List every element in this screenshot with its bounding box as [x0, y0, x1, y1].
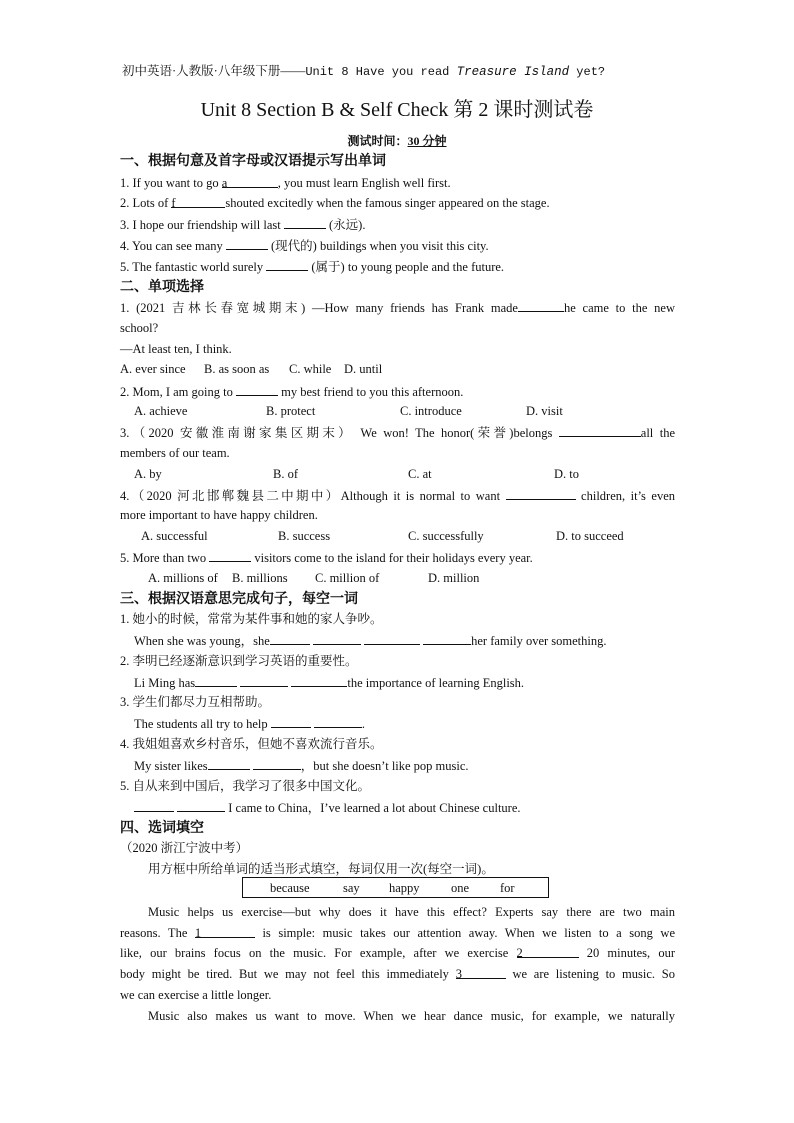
s1-item-4-text-b: (现代的) buildings when you visit this city.	[267, 239, 489, 253]
cloze-blank-1[interactable]	[195, 925, 255, 938]
s2-q4-line2: more important to have happy children.	[120, 508, 318, 522]
s4-para1-line3	[120, 945, 675, 961]
section2-heading: 二、单项选择	[120, 279, 204, 295]
word-box-item-5: for	[500, 881, 515, 895]
s1-item-1-hint: a	[221, 176, 228, 190]
word-box-item-1: because	[270, 881, 310, 895]
s2-q5-option-a[interactable]: A. millions of	[148, 571, 218, 585]
s3-item-3-en-b: .	[361, 717, 366, 731]
page-title: Unit 8 Section B & Self Check 第 2 课时测试卷	[200, 99, 594, 121]
s2-q5-option-b[interactable]: B. millions	[232, 571, 288, 585]
s2-q4-option-a[interactable]: A. successful	[141, 529, 208, 543]
s4-para1-line2	[120, 925, 675, 941]
s3-item-2-blank-1[interactable]	[195, 674, 237, 687]
s2-q4-option-b[interactable]: B. success	[278, 529, 331, 543]
s2-q4-line1	[120, 487, 675, 504]
s1-item-4-blank[interactable]	[226, 237, 268, 250]
s2-q3-option-b[interactable]: B. of	[273, 467, 298, 481]
s1-item-5	[120, 258, 504, 275]
s3-item-4-cn: 4. 我姐姐喜欢乡村音乐，但她不喜欢流行音乐。	[120, 737, 383, 751]
s3-item-1-en-b: her family over something.	[471, 634, 607, 648]
s4-para1-line4	[120, 966, 675, 982]
s2-q4-text-a: 4.（2020 河北邯郸魏县二中期中）Although it is normal to want	[120, 489, 506, 503]
s1-item-4	[120, 237, 489, 254]
cloze-blank-2[interactable]	[517, 945, 579, 958]
s2-q3-line2: members of our team.	[120, 446, 230, 460]
s2-q3-option-a[interactable]: A. by	[134, 467, 162, 481]
s2-q2-text-b: my best friend to you this afternoon.	[277, 385, 464, 399]
s4-instruction: 用方框中所给单词的适当形式填空，每词仅用一次(每空一词)。	[148, 862, 494, 876]
s2-q5-option-d[interactable]: D. million	[428, 571, 480, 585]
s2-q2-option-b[interactable]: B. protect	[266, 404, 316, 418]
s3-item-3-blank-1[interactable]	[271, 715, 311, 728]
s2-q5-text-a: 5. More than two	[120, 551, 210, 565]
header-prefix: 初中英语·人教版·八年级下册——	[122, 64, 306, 78]
header-suffix: yet?	[569, 65, 606, 79]
s2-q5-text-b: visitors come to the island for their holidays every year.	[251, 551, 533, 565]
s3-item-5-en-b: I came to China，I’ve learned a lot about Chinese culture.	[225, 801, 521, 815]
s1-item-1-blank[interactable]	[222, 175, 278, 188]
s3-item-5-blank-1[interactable]	[134, 799, 174, 812]
s4-line3-b: 20 minutes, our	[578, 946, 675, 960]
s4-line4-a: body might be tired. But we may not feel this immediately	[120, 967, 456, 981]
s2-q3-blank[interactable]	[559, 424, 641, 437]
s1-item-3	[120, 216, 365, 233]
course-header	[122, 63, 605, 80]
s2-q2-option-d[interactable]: D. visit	[526, 404, 563, 418]
s1-item-5-text-a: 5. The fantastic world surely	[120, 260, 267, 274]
s1-item-1-text-a: 1. If you want to go	[120, 176, 222, 190]
s2-q1-option-d[interactable]: D. until	[344, 362, 383, 376]
word-box-item-3: happy	[389, 881, 420, 895]
test-time	[0, 133, 794, 149]
s2-q1-option-a[interactable]: A. ever since	[120, 362, 186, 376]
s4-line2-b: is simple: music takes our attention away. When we listen to a song we	[254, 926, 675, 940]
s1-item-2-text-a: 2. Lots of	[120, 196, 172, 210]
word-box	[242, 877, 549, 898]
cloze-blank-3-num: 3	[455, 967, 462, 981]
s3-item-5-cn: 5. 自从来到中国后，我学习了很多中国文化。	[120, 779, 371, 793]
cloze-blank-1-num: 1	[194, 926, 202, 940]
s1-item-3-text-b: (永远).	[325, 218, 366, 232]
s1-item-1	[120, 175, 451, 191]
s3-item-3-en	[134, 715, 365, 732]
s3-item-1-blank-2[interactable]	[313, 632, 361, 645]
s2-q3-option-d[interactable]: D. to	[554, 467, 579, 481]
header-unit: Unit 8 Have you read	[305, 65, 457, 79]
s2-q1-blank[interactable]	[518, 299, 564, 312]
s1-item-2	[120, 195, 550, 211]
s2-q1-text-b: he came to the new	[563, 301, 675, 315]
s3-item-4-blank-1[interactable]	[208, 757, 250, 770]
word-box-item-2: say	[343, 881, 360, 895]
section3-heading: 三、根据汉语意思完成句子，每空一词	[120, 591, 358, 607]
s2-q4-option-d[interactable]: D. to succeed	[556, 529, 624, 543]
cloze-blank-2-num: 2	[516, 946, 523, 960]
s3-item-4-en-a: My sister likes	[134, 759, 208, 773]
section1-heading: 一、根据句意及首字母或汉语提示写出单词	[120, 153, 386, 169]
test-time-label: 测试时间：	[347, 134, 408, 148]
s2-q3-line1	[120, 424, 675, 441]
s2-q5-option-c[interactable]: C. million of	[315, 571, 380, 585]
s2-q5-blank[interactable]	[209, 549, 251, 562]
s2-q4-blank[interactable]	[506, 487, 576, 500]
s3-item-4-en	[134, 757, 469, 774]
s1-item-2-blank[interactable]	[171, 195, 225, 208]
s3-item-5-blank-2[interactable]	[177, 799, 225, 812]
s1-item-5-text-b: (属于) to young people and the future.	[308, 260, 505, 274]
s2-q1-text-a: 1. (2021 吉林长春宽城期末) —How many friends has Frank made	[120, 301, 518, 315]
header-book: Treasure Island	[456, 65, 570, 79]
s2-q1-line1	[120, 299, 675, 316]
s3-item-2-en-b: the importance of learning English.	[347, 676, 525, 690]
s3-item-3-en-a: The students all try to help	[134, 717, 268, 731]
cloze-blank-3[interactable]	[456, 966, 506, 979]
s3-item-1-blank-1[interactable]	[270, 632, 310, 645]
s3-item-1-en	[134, 632, 607, 649]
s2-q4-text-b: children, it’s even	[575, 489, 676, 503]
s3-item-1-cn: 1. 她小的时候，常常为某件事和她的家人争吵。	[120, 612, 383, 626]
s4-line3-a: like, our brains focus on the music. For example, after we exercise	[120, 946, 517, 960]
s2-q2-text-a: 2. Mom, I am going to	[120, 385, 236, 399]
s2-q2-blank[interactable]	[236, 383, 278, 396]
s2-q2	[120, 383, 463, 400]
s3-item-1-blank-4[interactable]	[423, 632, 471, 645]
s4-para2-line1: Music also makes us want to move. When we hear dance music, for example, we naturally	[148, 1009, 675, 1023]
s3-item-1-en-a: When she was young，she	[134, 634, 270, 648]
s2-q2-option-a[interactable]: A. achieve	[134, 404, 188, 418]
section4-heading: 四、选词填空	[120, 820, 204, 836]
s2-q4-option-c[interactable]: C. successfully	[408, 529, 484, 543]
s2-q1-line3: —At least ten, I think.	[120, 342, 232, 356]
s2-q1-option-c[interactable]: C. while	[289, 362, 332, 376]
s3-item-1-blank-3[interactable]	[364, 632, 420, 645]
s3-item-2-blank-2[interactable]	[240, 674, 288, 687]
s2-q1-line2: school?	[120, 321, 159, 335]
s3-item-2-cn: 2. 李明已经逐渐意识到学习英语的重要性。	[120, 654, 358, 668]
s3-item-2-blank-3[interactable]	[291, 674, 347, 687]
s3-item-4-en-b: ，but she doesn’t like pop music.	[300, 759, 469, 773]
s2-q3-option-c[interactable]: C. at	[408, 467, 432, 481]
s4-line4-b: we are listening to music. So	[505, 967, 676, 981]
s3-item-2-en-a: Li Ming has	[134, 676, 196, 690]
s3-item-4-blank-2[interactable]	[253, 757, 301, 770]
s1-item-3-text-a: 3. I hope our friendship will last	[120, 218, 284, 232]
s2-q1-option-b[interactable]: B. as soon as	[204, 362, 270, 376]
s1-item-3-blank[interactable]	[284, 216, 326, 229]
word-box-item-4: one	[451, 881, 470, 895]
s4-line2-a: reasons. The	[120, 926, 195, 940]
s1-item-2-hint: f	[171, 196, 176, 210]
s4-para1-line5: we can exercise a little longer.	[120, 988, 272, 1002]
s2-q2-option-c[interactable]: C. introduce	[400, 404, 462, 418]
s2-q3-text-a: 3.（2020 安徽淮南谢家集区期末） We won! The honor(荣誉)belongs	[120, 426, 559, 440]
s1-item-2-text-b: shouted excitedly when the famous singer appeared on the stage.	[225, 196, 550, 210]
s4-para1-line1: Music helps us exercise—but why does it have this effect? Experts say there are two main	[148, 905, 675, 919]
s1-item-1-text-b: , you must learn English well first.	[277, 176, 451, 190]
s3-item-3-cn: 3. 学生们都尽力互相帮助。	[120, 695, 271, 709]
s1-item-5-blank[interactable]	[266, 258, 308, 271]
s3-item-5-en	[134, 799, 521, 816]
s2-q3-text-b: all the	[640, 426, 675, 440]
test-time-value: 30 分钟	[407, 134, 447, 148]
s1-item-4-text-a: 4. You can see many	[120, 239, 226, 253]
s3-item-2-en	[134, 674, 524, 691]
s3-item-3-blank-2[interactable]	[314, 715, 362, 728]
s2-q5	[120, 549, 533, 566]
s4-source: （2020 浙江宁波中考）	[120, 841, 249, 855]
